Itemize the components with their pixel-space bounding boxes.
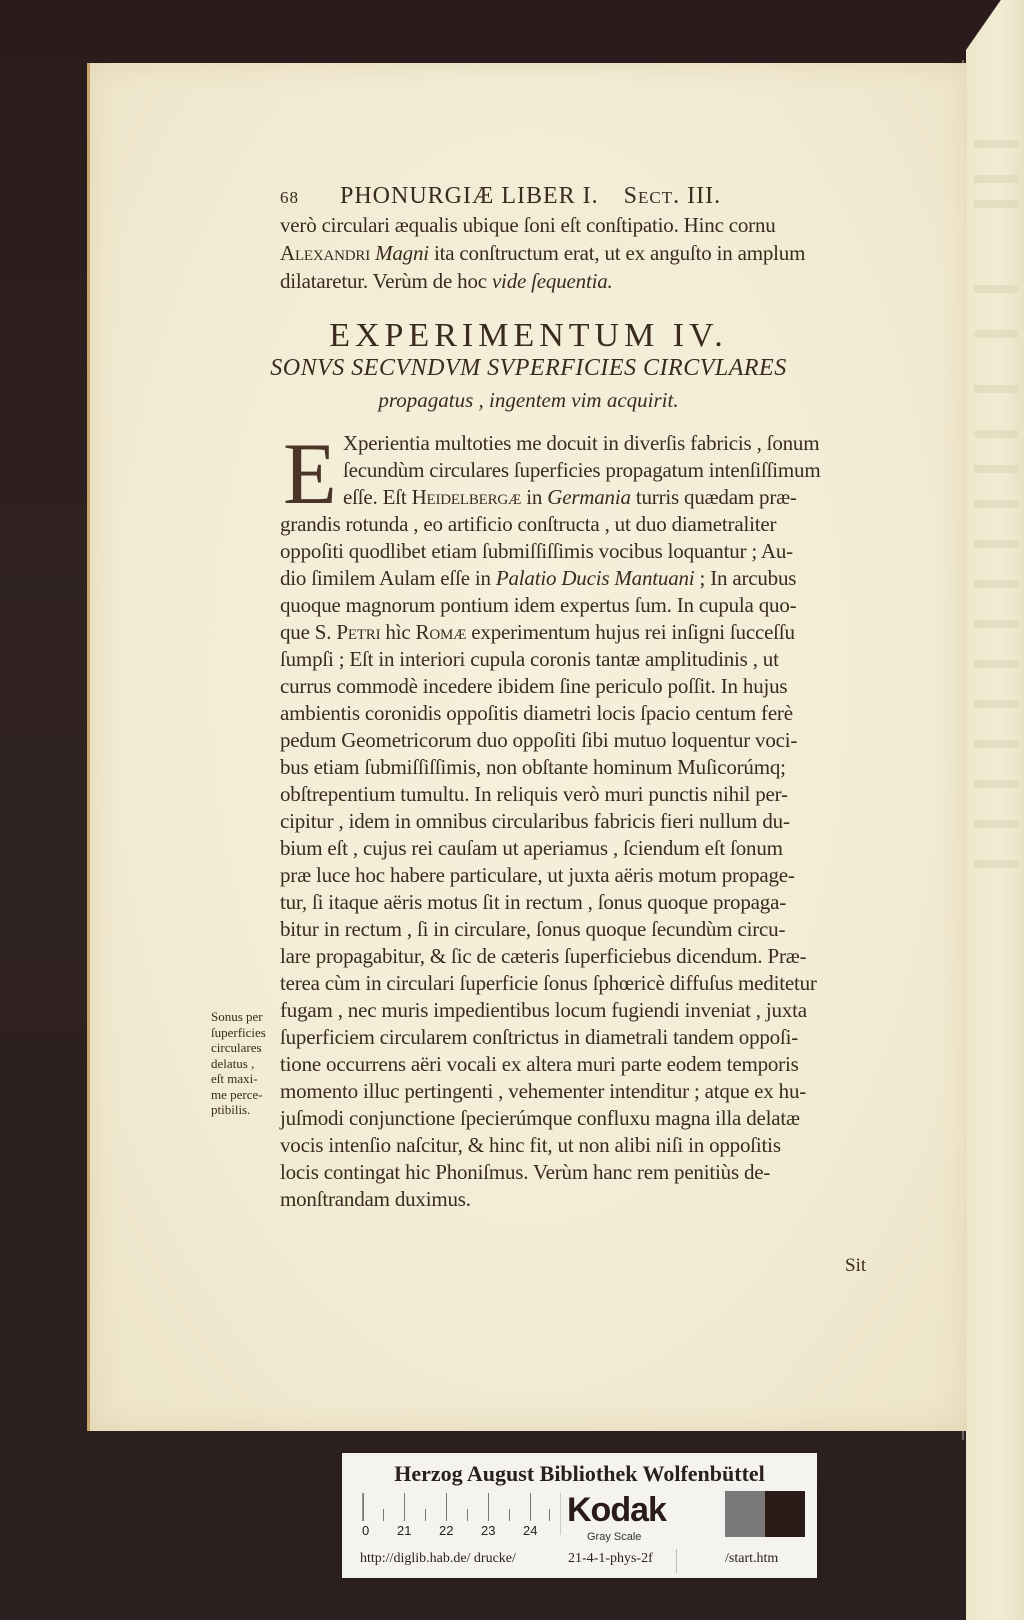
body-line: obſtrepentium tumultu. In reliquis verò muri punctis nihil per-	[280, 782, 788, 806]
body-line: præ luce hoc habere particulare, ut juxta aëris motum propage-	[280, 863, 795, 887]
card-divider	[560, 1493, 561, 1535]
facing-page-edge	[966, 0, 1024, 1620]
body-line: pedum Geometricorum duo oppoſiti ſibi mutuo loquentur voci-	[280, 728, 798, 752]
gray-swatch	[725, 1491, 765, 1537]
experiment-subtitle: SONVS SECVNDVM SVPERFICIES CIRCVLARES	[270, 355, 787, 381]
body-line: bium eſt , cujus rei cauſam ut aperiamus , ſciendum eſt ſonum	[280, 836, 783, 860]
institution-name: Herzog August Bibliothek Wolfenbüttel	[394, 1461, 765, 1486]
catchword: Sit	[845, 1255, 867, 1276]
body-line: dio ſimilem Aulam eſſe in Palatio Ducis Mantuani ; In arcubus	[280, 566, 797, 590]
experiment-title: EXPERIMENTUM IV.	[329, 317, 728, 354]
dark-swatch	[765, 1491, 805, 1537]
library-target-card: Herzog August Bibliothek Wolfenbüttel 0 21 22 23 24 Kodak Gray Scale http://diglib.hab.de/ drucke/ 21-4-1-phys-2f /start.htm	[342, 1453, 817, 1578]
url-prefix: http://diglib.hab.de/ drucke/	[360, 1551, 516, 1566]
body-line: que S. Petri hìc Romæ experimentum hujus rei inſigni ſucceſſu	[280, 620, 795, 644]
kodak-logo: Kodak	[567, 1491, 666, 1529]
page-number: 68	[280, 188, 299, 207]
body-line: ſecundùm circulares ſuperficies propagatum intenſiſſimum	[343, 458, 821, 482]
body-line: momento illuc pertingenti , vehementer intenditur ; atque ex hu-	[280, 1079, 807, 1103]
body-line: vocis intenſio naſcitur, & hinc fit, ut non alibi niſi in oppoſitis	[280, 1133, 781, 1157]
shelfmark: 21-4-1-phys-2f	[568, 1551, 653, 1566]
body-line: ambientis coronidis oppoſitis diametri locis ſpacio centum ferè	[280, 701, 793, 725]
body-line: grandis rotunda , eo artificio conſtructa , ut duo diametraliter	[280, 512, 777, 536]
intro-line: verò circulari æqualis ubique ſoni eſt conſtipatio. Hinc cornu	[280, 213, 776, 237]
body-line: quoque magnorum pontium idem expertus ſum. In cupula quo-	[280, 593, 797, 617]
body-line: fugam , nec muris impedientibus locum fugiendi inveniat , juxta	[280, 998, 807, 1022]
body-line: terea cùm in circulari ſuperficie ſonus ſphœricè diffuſus meditetur	[280, 971, 817, 995]
body-line: locis contingat hic Phoniſmus. Verùm hanc rem penitiùs de-	[280, 1160, 771, 1184]
section-label: Sect. III.	[623, 183, 722, 209]
intro-line: dilataretur. Verùm de hoc vide ſequentia.	[280, 269, 613, 293]
body-line: Xperientia multoties me docuit in diverſis fabricis , ſonum	[343, 431, 820, 455]
experiment-subtitle-2: propagatus , ingentem vim acquirit.	[378, 388, 679, 412]
body-line: bus etiam ſubmiſſiſſimis, non obſtante hominum Muſicorúmq;	[280, 755, 786, 779]
gray-scale-label: Gray Scale	[587, 1531, 642, 1543]
card-divider	[676, 1549, 677, 1573]
body-line: currus commodè incedere ibidem ſine periculo poſſit. In hujus	[280, 674, 788, 698]
url-suffix: /start.htm	[725, 1551, 779, 1566]
drop-cap: E	[283, 426, 337, 523]
body-line: tur, ſi itaque aëris motus ſit in rectum , ſonus quoque propaga-	[280, 890, 786, 914]
body-line: tione occurrens aëri vocali ex altera muri parte eodem temporis	[280, 1052, 799, 1076]
body-line: ſumpſi ; Eſt in interiori cupula coronis tantæ amplitudinis , ut	[280, 647, 779, 671]
body-line: lare propagabitur, & ſic de cæteris ſuperficiebus dicendum. Præ-	[280, 944, 807, 968]
body-line: oppoſiti quodlibet etiam ſubmiſſiſſimis vocibus loquantur ; Au-	[280, 539, 793, 563]
book-page	[87, 63, 967, 1431]
margin-note: Sonus per ſuperficies circulares delatus , eſt maxi- me perce- ptibilis.	[211, 1009, 266, 1117]
running-header	[280, 183, 721, 210]
body-line: ſuperficiem circularem conſtrictus in diametrali tandem oppoſi-	[280, 1025, 799, 1049]
body-line: bitur in rectum , ſi in circulare, ſonus quoque ſecundùm circu-	[280, 917, 786, 941]
body-line: eſſe. Eſt Heidelbergæ in Germania turris quædam præ-	[343, 485, 797, 509]
body-line: cipitur , idem in omnibus circularibus fabricis fieri nullum du-	[280, 809, 790, 833]
running-title: PHONURGIÆ LIBER I.	[340, 183, 599, 209]
scale-ruler	[362, 1493, 553, 1521]
intro-line: Alexandri Magni ita conſtructum erat, ut ex anguſto in amplum	[280, 241, 806, 265]
body-line: monſtrandam duximus.	[280, 1187, 471, 1211]
body-line: juſmodi conjunctione ſpecierúmque confluxu magna illa delatæ	[280, 1106, 800, 1130]
